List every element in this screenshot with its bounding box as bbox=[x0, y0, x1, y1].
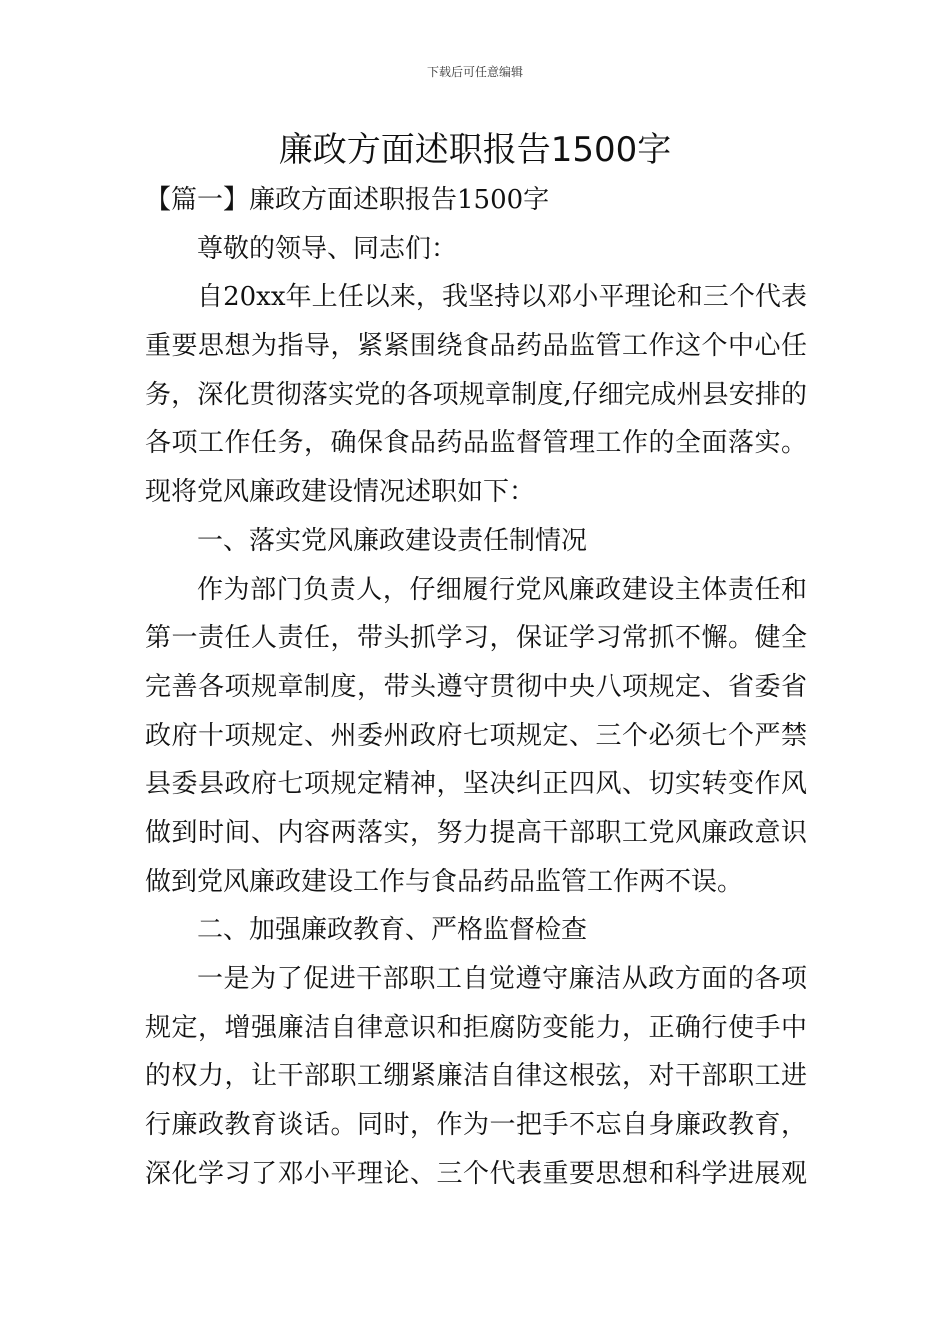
document-body bbox=[145, 176, 807, 1198]
paragraph-line: 政府十项规定、州委州政府七项规定、三个必须七个严禁 bbox=[145, 720, 807, 751]
paragraph-line: 【篇一】廉政方面述职报告1500字 bbox=[145, 185, 550, 215]
paragraph-line: 规定，增强廉洁自律意识和拒腐防变能力，正确行使手中 bbox=[145, 1012, 807, 1043]
paragraph-line: 行廉政教育谈话。同时，作为一把手不忘自身廉政教育， bbox=[145, 1110, 807, 1141]
paragraph-line: 做到党风廉政建设工作与食品药品监管工作两不误。 bbox=[145, 866, 744, 897]
paragraph-line: 作为部门负责人，仔细履行党风廉政建设主体责任和 bbox=[197, 574, 807, 605]
paragraph-line: 现将党风廉政建设情况述职如下： bbox=[145, 477, 536, 508]
paragraph-line: 二、加强廉政教育、严格监督检查 bbox=[197, 915, 588, 946]
paragraph-line: 深化学习了邓小平理论、三个代表重要思想和科学进展观 bbox=[145, 1158, 807, 1189]
paragraph-line: 务，深化贯彻落实党的各项规章制度,仔细完成州县安排的 bbox=[145, 379, 807, 410]
paragraph-line: 一、落实党风廉政建设责任制情况 bbox=[197, 525, 588, 556]
paragraph-line: 第一责任人责任，带头抓学习，保证学习常抓不懈。健全 bbox=[145, 623, 807, 654]
paragraph-line: 尊敬的领导、同志们： bbox=[197, 233, 458, 264]
document-title: 廉政方面述职报告1500字 bbox=[278, 130, 672, 170]
paragraph-line: 重要思想为指导，紧紧围绕食品药品监管工作这个中心任 bbox=[145, 331, 807, 362]
paragraph-line: 各项工作任务，确保食品药品监督管理工作的全面落实。 bbox=[145, 428, 807, 459]
paragraph-line: 自20xx年上任以来，我坚持以邓小平理论和三个代表 bbox=[197, 282, 807, 313]
paragraph-line: 的权力，让干部职工绷紧廉洁自律这根弦，对干部职工进 bbox=[145, 1061, 807, 1092]
paragraph-line: 完善各项规章制度，带头遵守贯彻中央八项规定、省委省 bbox=[145, 671, 807, 702]
paragraph-line: 一是为了促进干部职工自觉遵守廉洁从政方面的各项 bbox=[197, 964, 807, 994]
paragraph-line: 做到时间、内容两落实，努力提高干部职工党风廉政意识 bbox=[145, 817, 807, 848]
paragraph-line: 县委县政府七项规定精神，坚决纠正四风、切实转变作风 bbox=[145, 769, 807, 800]
page-header-note: 下载后可任意编辑 bbox=[426, 65, 523, 79]
